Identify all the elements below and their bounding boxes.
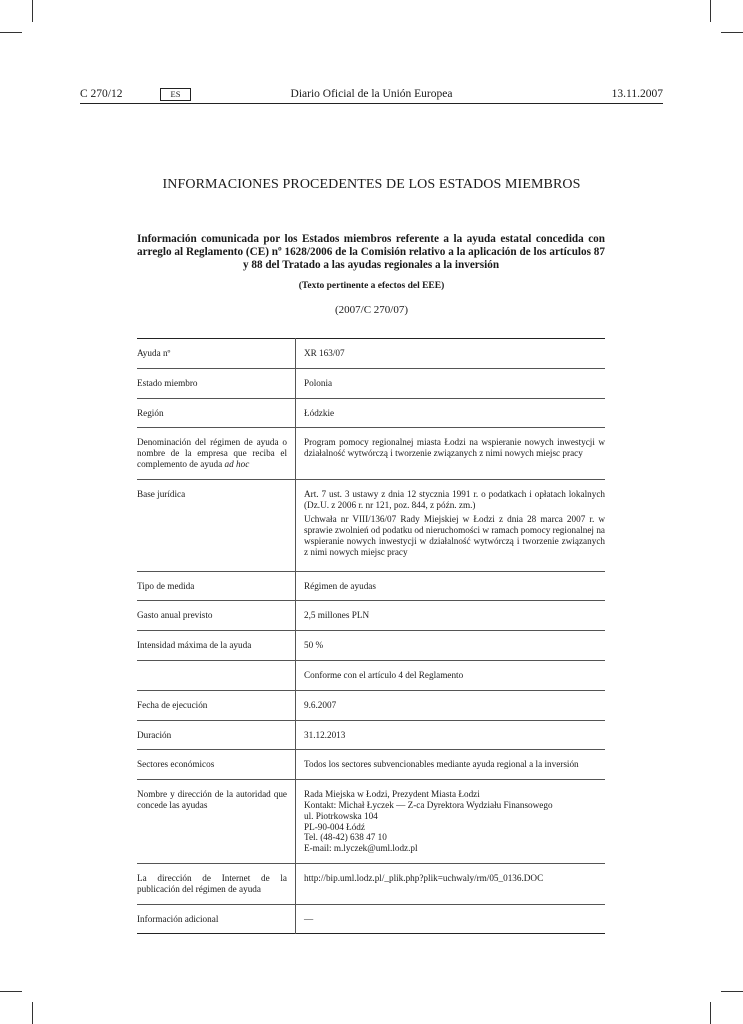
table-row	[137, 750, 605, 780]
table-row	[137, 398, 605, 428]
authority-phone: Tel. (48-42) 638 47 10	[304, 832, 387, 843]
row-label: Sectores económicos	[137, 750, 296, 780]
eee-note: (Texto pertinente a efectos del EEE)	[298, 281, 445, 291]
intro-heading: Información comunicada por los Estados miembros referente a la ayuda estatal concedida con arreglo al Reglamento (CE) nº 1628/2006 de la Comisión relativo a la aplicación de los artículos 87 y 88 del Tratado a las ayudas regionales a la inversión	[137, 233, 605, 271]
row-label-empty	[137, 660, 296, 690]
table-row	[137, 428, 605, 479]
table-row	[137, 690, 605, 720]
row-value: Conforme con el artículo 4 del Reglamento	[304, 669, 464, 680]
row-value: —	[304, 913, 314, 924]
authority-contact: Kontakt: Michał Łyczek — Z-ca Dyrektora Wydziału Finansowego	[304, 799, 553, 810]
table-row	[137, 571, 605, 601]
row-value: Łódzkie	[304, 407, 335, 418]
table-row	[137, 368, 605, 398]
page-reference: C 270/12	[80, 88, 123, 100]
table-row	[137, 660, 605, 690]
table-row	[137, 780, 605, 864]
row-value: XR 163/07	[304, 348, 345, 358]
row-value: 50 %	[304, 640, 324, 651]
row-label-italic: ad hoc	[224, 458, 250, 469]
section-title: INFORMACIONES PROCEDENTES DE LOS ESTADOS MIEMBROS	[162, 177, 581, 192]
row-label-text: Denominación del régimen de ayuda o nombre de la empresa que reciba el complemento de ayuda	[137, 437, 287, 469]
table-row	[137, 720, 605, 750]
crop-mark-bottom-right	[710, 1002, 711, 1024]
legal-basis-1: Art. 7 ust. 3 ustawy z dnia 12 stycznia 1991 r. o podatkach i opłatach lokalnych (Dz.U. z 2006 r. nr 121, poz. 844, z późn. zm.)	[304, 488, 605, 510]
authority-email: E-mail: m.lyczek@uml.lodz.pl	[304, 843, 418, 854]
publication-url[interactable]: http://bip.uml.lodz.pl/_plik.php?plik=uchwaly/rm/05_0136.DOC	[304, 872, 544, 883]
crop-mark-bottom-right-h	[721, 991, 743, 992]
crop-mark-top-left	[32, 0, 33, 22]
table-row	[137, 631, 605, 661]
row-label	[137, 428, 296, 479]
crop-mark-top-right-h	[721, 32, 743, 33]
crop-mark-bottom-left	[32, 1002, 33, 1024]
publication-date: 13.11.2007	[611, 88, 663, 100]
document-reference: (2007/C 270/07)	[334, 304, 409, 316]
row-label: Información adicional	[137, 904, 296, 934]
table-row	[137, 863, 605, 904]
table-row	[137, 479, 605, 571]
crop-mark-bottom-left-h	[0, 991, 22, 992]
authority-street: ul. Piotrkowska 104	[304, 810, 378, 821]
row-label: Estado miembro	[137, 368, 296, 398]
journal-title: Diario Oficial de la Unión Europea	[290, 88, 453, 100]
row-value: 9.6.2007	[304, 699, 337, 710]
row-value: Program pomocy regionalnej miasta Łodzi na wspieranie nowych inwestycji w działalność wytwórczą i tworzenie związanych z nimi nowych miejsc pracy	[304, 437, 605, 459]
row-value: Todos los sectores subvencionables mediante ayuda regional a la inversión	[304, 759, 579, 770]
aid-info-table	[137, 338, 605, 934]
legal-basis-2: Uchwała nr VIII/136/07 Rady Miejskiej w Łodzi z dnia 28 marca 2007 r. w sprawie zwolnień od podatku od nieruchomości w ramach pomocy regionalnej na wspieranie nowych inwestycji w działalność wytwórczą i tworzenie związanych z nimi nowych miejsc pracy	[304, 514, 605, 557]
table-row	[137, 339, 605, 369]
row-value: Régimen de ayudas	[304, 580, 376, 591]
row-label: Ayuda nº	[137, 339, 296, 369]
row-label: Región	[137, 398, 296, 428]
row-value: 2,5 millones PLN	[304, 610, 370, 621]
authority-name: Rada Miejska w Łodzi, Prezydent Miasta Łodzi	[304, 789, 480, 800]
row-label: Intensidad máxima de la ayuda	[137, 631, 296, 661]
crop-mark-top-right	[710, 0, 711, 22]
row-label: Gasto anual previsto	[137, 601, 296, 631]
row-label: Fecha de ejecución	[137, 690, 296, 720]
row-label: La dirección de Internet de la publicación del régimen de ayuda	[137, 863, 296, 904]
row-label: Base jurídica	[137, 479, 296, 571]
row-value: 31.12.2013	[304, 729, 346, 740]
row-value	[296, 479, 606, 571]
authority-postcode: PL-90-004 Łódź	[304, 821, 365, 832]
header-rule	[80, 103, 663, 104]
row-value	[296, 780, 606, 864]
crop-mark-top-left-h	[0, 32, 22, 33]
row-label: Nombre y dirección de la autoridad que concede las ayudas	[137, 780, 296, 864]
table-row	[137, 904, 605, 934]
row-value: Polonia	[304, 377, 333, 388]
row-label: Duración	[137, 720, 296, 750]
row-label: Tipo de medida	[137, 571, 296, 601]
language-badge: ES	[160, 88, 191, 101]
table-row	[137, 601, 605, 631]
